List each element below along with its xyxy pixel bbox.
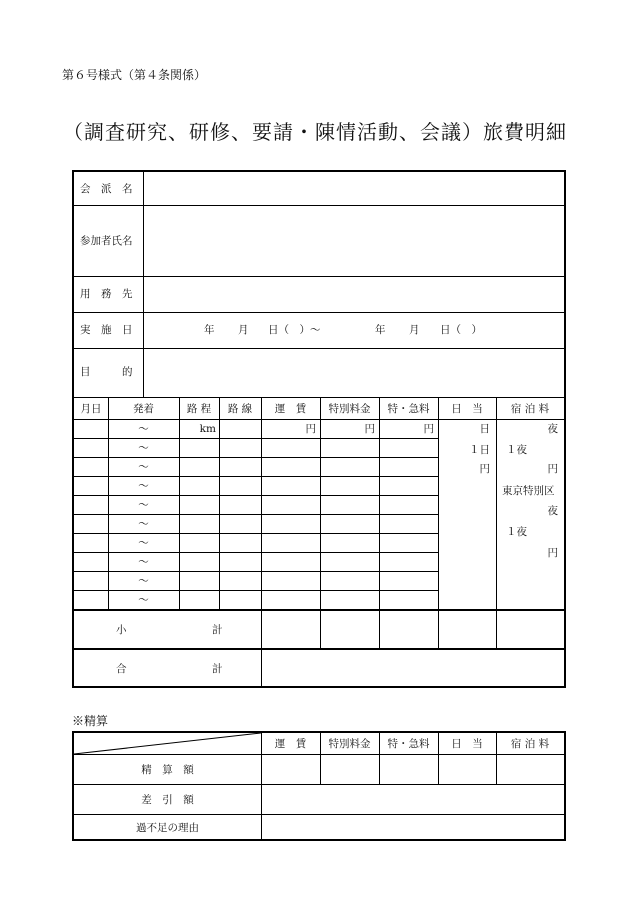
tilde-mark: 〜 [138,442,149,454]
daily-day-unit: 日 [479,423,490,435]
date-day-2: 日（ ） [440,324,482,336]
lodging-one-night: １夜 [506,444,527,456]
purpose-label: 目 的 [80,366,133,378]
col-departure-arrival: 発着 [133,403,154,415]
lodging-one-night-2: １夜 [506,526,527,538]
total-label-b: 計 [212,663,223,675]
tilde-mark: 〜 [138,423,149,435]
date-month-2: 月 [409,324,420,336]
daily-one-day: １日 [469,444,490,456]
tilde-mark: 〜 [138,518,149,530]
tilde-mark: 〜 [138,594,149,606]
lodging-yen-unit-2: 円 [547,547,558,559]
col-lodging: 宿 泊 料 [510,403,550,415]
lodging-night-unit: 夜 [547,423,558,435]
date-month-1: 月 [238,324,249,336]
date-year-1: 年 [204,324,215,336]
shortage-reason-label: 過不足の理由 [136,822,199,834]
settle-col-daily: 日 当 [451,738,483,750]
date-day-1: 日（ ）〜 [268,324,321,336]
col-route: 路 線 [227,403,253,415]
destination-label: 用 務 先 [80,288,133,300]
col-month-day: 月日 [80,403,102,415]
settlement-amount-label: 精 算 額 [141,764,194,776]
km-unit: km [199,423,216,435]
participants-label: 参加者氏名 [80,235,133,247]
yen-unit-express: 円 [423,423,434,435]
settle-col-lodging: 宿 泊 料 [510,738,550,750]
date-year-2: 年 [375,324,386,336]
page-title: （調査研究、研修、要請・陳情活動、会議）旅費明細 [63,120,567,144]
date-label: 実 施 日 [80,324,133,336]
diagonal-line [74,733,262,755]
tilde-mark: 〜 [138,499,149,511]
col-daily: 日 当 [451,403,483,415]
settle-col-special-fee: 特別料金 [328,738,371,750]
faction-label: 会 派 名 [80,183,133,195]
tilde-mark: 〜 [138,461,149,473]
travel-expense-table [72,170,566,688]
settle-col-express: 特・急料 [387,738,430,750]
col-special-fee: 特別料金 [328,403,371,415]
tilde-mark: 〜 [138,575,149,587]
tilde-mark: 〜 [138,480,149,492]
settlement-heading: ※精算 [72,714,109,728]
subtotal-label-a: 小 [116,624,127,636]
yen-unit-special: 円 [364,423,375,435]
lodging-night-unit-2: 夜 [547,505,558,517]
yen-unit-fare: 円 [305,423,316,435]
col-express: 特・急料 [387,403,430,415]
lodging-tokyo: 東京特別区 [502,485,555,497]
settle-col-fare: 運 賃 [274,738,307,750]
form-number: 第６号様式（第４条関係） [62,68,207,82]
col-distance: 路 程 [186,403,212,415]
total-label-a: 合 [116,663,127,675]
tilde-mark: 〜 [138,556,149,568]
subtotal-label-b: 計 [212,624,223,636]
settlement-table [72,731,566,841]
daily-yen-unit: 円 [479,463,490,475]
lodging-yen-unit: 円 [547,463,558,475]
tilde-mark: 〜 [138,537,149,549]
col-fare: 運 賃 [274,403,307,415]
difference-amount-label: 差 引 額 [141,794,194,806]
